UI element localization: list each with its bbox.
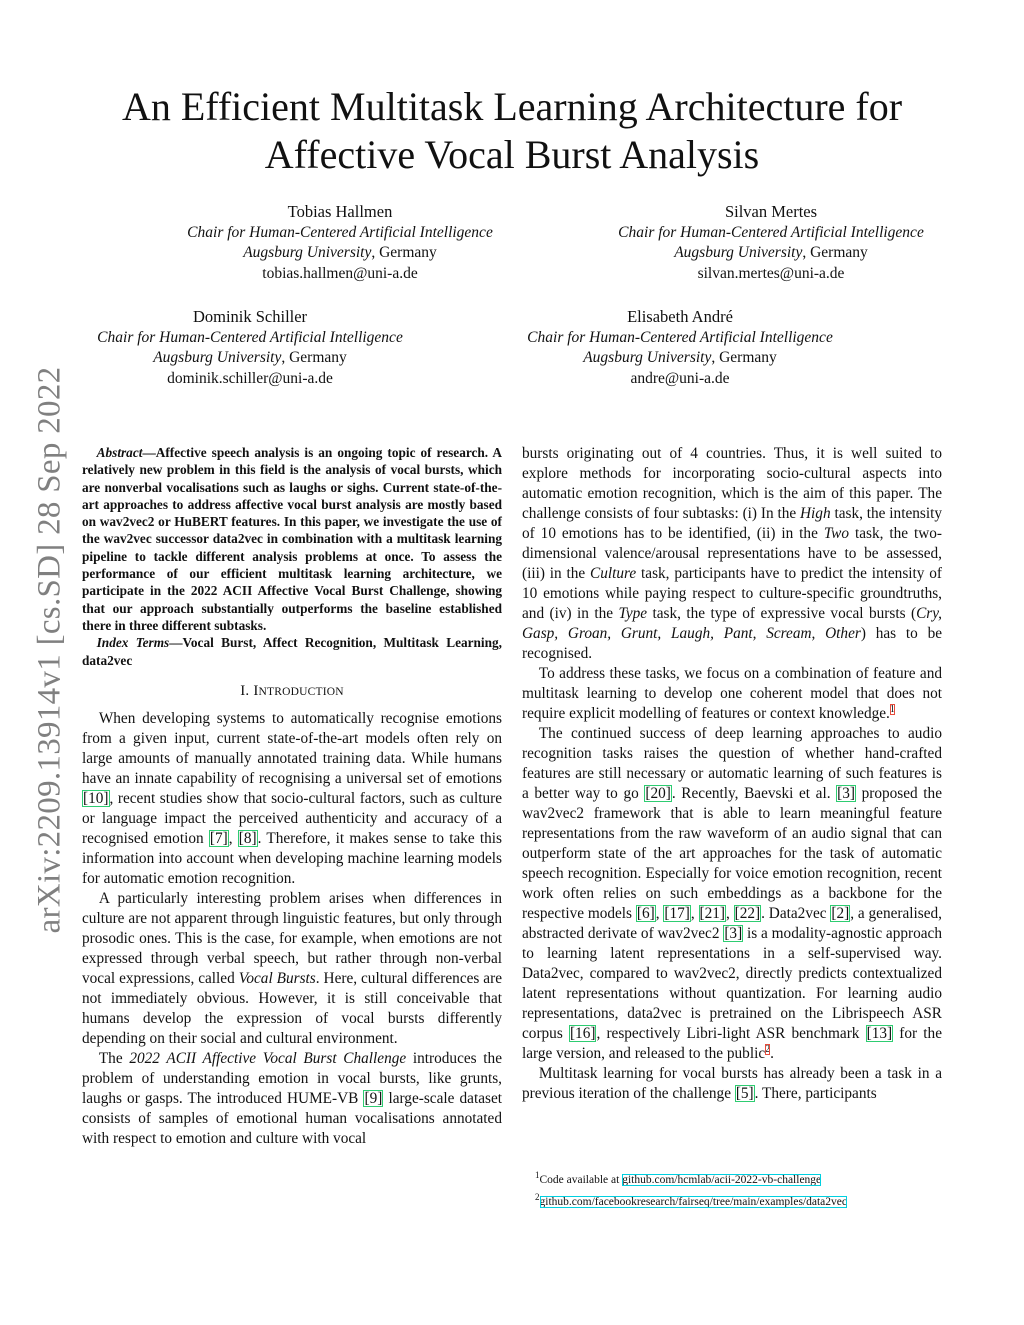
- section-numeral: I.: [240, 682, 254, 699]
- author-affiliation: Chair for Human-Centered Artificial Intelligence: [97, 328, 403, 346]
- footnote-text: Code available at: [539, 1173, 623, 1186]
- author-university-line: [80, 348, 420, 369]
- index-terms-label: Index Terms: [96, 635, 170, 651]
- abstract-label: Abstract: [96, 445, 143, 460]
- text-run: bursts originating out of 4 countries. Thus, it is well suited to explore methods for incorporating socio-cultural aspects into automatic emotion recognition, which is the aim of this paper. The challenge consists of four subtasks: (i) In the: [522, 445, 942, 522]
- footnote-url-link[interactable]: github.com/hcmlab/acii-2022-vb-challenge: [622, 1173, 822, 1186]
- text-run: ) has to be recognised.: [522, 625, 943, 662]
- author-country: , Germany: [711, 349, 777, 366]
- citation-link[interactable]: [3]: [724, 925, 743, 942]
- text-run: A particularly interesting problem arises when differences in culture are not apparent through linguistic features, but only through prosodic ones. This is the case, for example, when emotions are not expressed through verbal speech, but rather through non-verbal vocal expressions, called: [82, 889, 502, 987]
- author-name: Silvan Mertes: [724, 202, 818, 221]
- author-university-line: [510, 348, 850, 369]
- abstract: [82, 444, 502, 634]
- author-name: Elisabeth André: [627, 307, 733, 326]
- author-block-3: [80, 307, 420, 389]
- text-run: proposed the wav2vec2 framework that is able to learn meaningful feature representations from the raw waveform of an audio signal that can outperform state of the art approaches for the task of automatic speech recognition. Especially for voice emotion recognition, recent work often relies on such embeddings as a backbone for the respective models: [522, 785, 942, 922]
- section-first-letter: I: [253, 682, 259, 699]
- text-run: When developing systems to automatically recognise emotions from a given input, current state-of-the-art models often rely on large amounts of manually annotated training data. While humans have an innate capability of recognising a universal set of emotions: [82, 709, 502, 787]
- text-run: Multitask learning for vocal bursts has already been a task in a previous iteration of the challenge: [522, 1065, 942, 1102]
- emphasis: 2022 ACII Affective Vocal Burst Challenge: [129, 1049, 407, 1067]
- emphasis: Type: [618, 605, 648, 622]
- intro-paragraph-2: [82, 889, 502, 1049]
- text-run: The: [98, 1049, 130, 1067]
- author-name: Tobias Hallmen: [287, 202, 393, 221]
- text-run: , respectively Libri-light ASR benchmark: [596, 1025, 866, 1042]
- text-run: To address these tasks, we focus on a combination of feature and multitask learning to develop one coherent model that does not require explicit modelling of features or context knowledge.: [522, 665, 942, 722]
- intro-paragraph-3-continued: [522, 444, 942, 664]
- text-run: . There, participants: [754, 1085, 877, 1102]
- footnote-ref-2[interactable]: 2: [765, 1043, 771, 1055]
- author-university: Augsburg University: [583, 349, 712, 366]
- footnote-2: [535, 1189, 847, 1211]
- text-run: task, the type of expressive vocal bursts (: [647, 605, 917, 622]
- intro-paragraph-6: [522, 1064, 942, 1104]
- abstract-text: —Affective speech analysis is an ongoing topic of research. A relatively new problem in this field is the analysis of vocal bursts, which are nonverbal vocalisations such as laughs or sighs. Current state-of-the-art approaches to address affective vocal burst analysis are mostly based on wav2vec2 or HuBERT features. In this paper, we investigate the use of the wav2vec successor data2vec in combination with a multitask learning pipeline to tackle different analysis problems at once. To assess the performance of our efficient multitask learning architecture, we participate in the 2022 ACII Affective Vocal Burst Challenge, showing that our approach substantially outperforms the baseline established there in three different subtasks.: [82, 445, 502, 633]
- index-terms: [82, 634, 502, 669]
- text-run: ,: [726, 905, 734, 922]
- footnotes: [535, 1167, 847, 1211]
- emphasis: Vocal Bursts: [238, 969, 316, 987]
- author-university: Augsburg University: [153, 349, 282, 366]
- intro-paragraph-4: [522, 664, 942, 724]
- citation-link[interactable]: [13]: [866, 1025, 893, 1042]
- citation-link[interactable]: [8]: [238, 829, 257, 847]
- citation-link[interactable]: [16]: [569, 1025, 596, 1042]
- text-run: . Data2vec: [761, 905, 831, 922]
- emphasis: Culture: [590, 565, 637, 582]
- text-run: ,: [228, 829, 238, 847]
- index-terms-text: —Vocal Burst, Affect Recognition, Multitask Learning, data2vec: [82, 635, 502, 668]
- author-affiliation: Chair for Human-Centered Artificial Intelligence: [527, 328, 833, 346]
- citation-link[interactable]: [3]: [837, 785, 855, 802]
- text-run: , recent studies show that socio-cultural factors, such as culture or language impact the perceived authenticity and accuracy of a recognised emotion: [82, 789, 502, 847]
- left-column: [82, 444, 502, 1149]
- footnote-1: [535, 1167, 847, 1189]
- text-run: . Here, cultural differences are not immediately obvious. However, it is still conceivable that humans develop the expression of vocal bursts differently depending on their social and cultural environment.: [82, 969, 502, 1047]
- author-country: , Germany: [281, 349, 347, 366]
- citation-link[interactable]: [2]: [831, 905, 850, 922]
- citation-link[interactable]: [9]: [364, 1089, 383, 1107]
- emphasis: High: [800, 505, 831, 522]
- author-country: , Germany: [802, 244, 868, 261]
- right-column: [522, 444, 942, 1104]
- text-run: . Recently, Baevski et al.: [671, 785, 837, 802]
- author-affiliation: Chair for Human-Centered Artificial Intelligence: [187, 223, 493, 241]
- citation-link[interactable]: [7]: [209, 829, 228, 847]
- footnote-mark: 2: [535, 1191, 540, 1202]
- citation-link[interactable]: [6]: [636, 905, 655, 922]
- author-university-line: [598, 243, 944, 264]
- text-run: large-scale dataset consists of samples of emotional human vocalisations annotated with respect to emotion and culture with vocal: [82, 1089, 502, 1147]
- citation-link[interactable]: [10]: [83, 789, 109, 807]
- author-block-1: [170, 202, 510, 284]
- text-run: for the large version, and released to the public: [522, 1025, 942, 1062]
- text-run: ,: [690, 905, 699, 922]
- text-run: . Therefore, it makes sense to take this information into account when developing machine learning models for automatic emotion recognition.: [82, 829, 502, 887]
- footnote-mark: 1: [535, 1170, 540, 1180]
- emphasis: Two: [823, 525, 850, 542]
- author-block-2: [598, 202, 944, 284]
- arxiv-identifier[interactable]: arXiv:2209.13914v1 [cs.SD] 28 Sep 2022: [31, 366, 68, 934]
- author-name: Dominik Schiller: [192, 307, 308, 326]
- section-rest: NTRODUCTION: [258, 685, 344, 698]
- citation-link[interactable]: [20]: [645, 785, 671, 802]
- citation-link[interactable]: [5]: [735, 1085, 754, 1102]
- section-heading-introduction: [82, 681, 502, 702]
- emphasis: Cry, Gasp, Groan, Grunt, Laugh, Pant, Scream, Other: [522, 605, 942, 642]
- text-run: introduces the problem of understanding emotion in vocal bursts, like grunts, laughs or gasps. The introduced HUME-VB: [82, 1049, 502, 1107]
- citation-link[interactable]: [21]: [699, 905, 725, 922]
- intro-paragraph-3: [82, 1049, 502, 1149]
- author-email[interactable]: andre@uni-a.de: [630, 369, 730, 387]
- author-block-4: [510, 307, 850, 389]
- citation-link[interactable]: [22]: [734, 905, 761, 922]
- text-run: .: [770, 1045, 774, 1062]
- text-run: task, the intensity of 10 emotions has to be identified, (ii) in the: [522, 505, 942, 542]
- title-line-1: An Efficient Multitask Learning Architecture for: [121, 84, 903, 129]
- author-email[interactable]: dominik.schiller@uni-a.de: [167, 369, 333, 387]
- text-run: task, participants have to predict the intensity of 10 emotions while paying respect to culture-specific groundtruths, and (iv) in the: [522, 565, 942, 622]
- author-university: Augsburg University: [674, 244, 803, 261]
- footnote-url-link[interactable]: github.com/facebookresearch/fairseq/tree/main/examples/data2vec: [539, 1195, 847, 1208]
- text-run: The continued success of deep learning approaches to audio recognition tasks raises the question of whether hand-crafted features are still necessary or automatic learning of such features is a better way to go: [522, 725, 942, 802]
- intro-paragraph-1: [82, 709, 502, 889]
- paper-title: [0, 83, 1024, 179]
- text-run: , a generalised, abstracted derivate of wav2vec2: [522, 905, 942, 942]
- author-country: , Germany: [371, 244, 437, 261]
- author-university-line: [170, 243, 510, 264]
- citation-link[interactable]: [17]: [664, 905, 690, 922]
- title-line-2: Affective Vocal Burst Analysis: [264, 132, 760, 177]
- author-affiliation: Chair for Human-Centered Artificial Intelligence: [618, 223, 924, 241]
- text-run: task, the two-dimensional valence/arousal representations have to be assessed, (iii) in the: [522, 525, 943, 582]
- author-email[interactable]: tobias.hallmen@uni-a.de: [262, 264, 418, 282]
- author-email[interactable]: silvan.mertes@uni-a.de: [697, 264, 845, 282]
- footnote-ref-1[interactable]: 1: [889, 703, 895, 715]
- author-university: Augsburg University: [243, 244, 372, 261]
- text-run: ,: [655, 905, 664, 922]
- text-run: is a modality-agnostic approach to learning latent representations in a self-supervised way. Data2vec, compared to wav2vec2, directly predicts contextualized latent representations without quantization. For learning audio representations, data2vec is pretrained on the Librispeech ASR corpus: [522, 925, 942, 1042]
- intro-paragraph-5: [522, 724, 942, 1064]
